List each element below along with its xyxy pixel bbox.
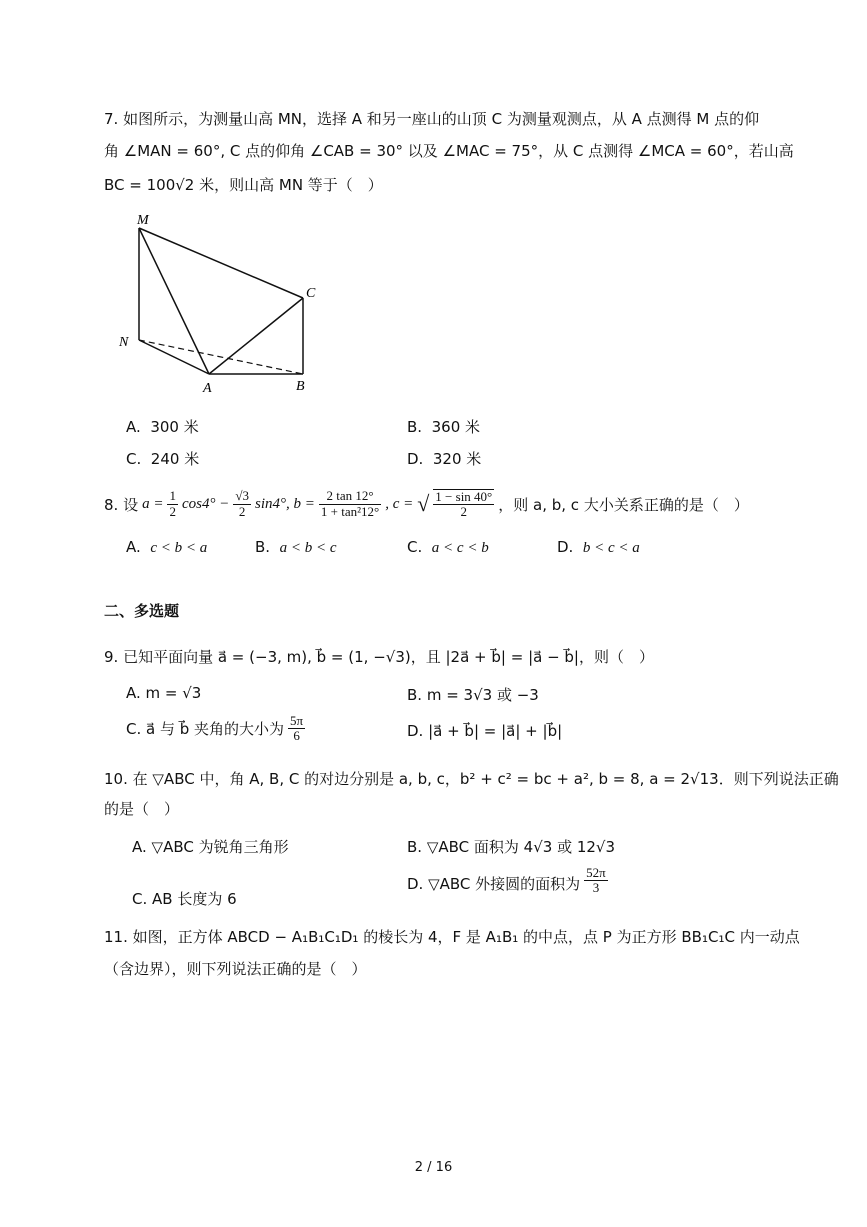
q10-option-a[interactable]: A. ▽ABC 为锐角三角形	[132, 838, 289, 856]
q9-option-a[interactable]: A. m = √3	[126, 684, 202, 702]
q7-option-a[interactable]: A. 300 米	[126, 418, 199, 436]
q7-stem-line1: 7. 如图所示，为测量山高 MN，选择 A 和另一座山的山顶 C 为测量观测点，从 A 点测得 M 点的仰	[104, 110, 760, 128]
q9-option-d[interactable]: D. |a⃗ + b⃗| = |a⃗| + |b⃗|	[407, 722, 563, 740]
q8-option-c[interactable]: C. a < c < b	[407, 538, 489, 556]
q8-option-a[interactable]: A. c < b < a	[126, 538, 208, 556]
label-A: A	[203, 381, 212, 396]
q10-stem-line2: 的是（ ）	[104, 800, 180, 818]
q7-stem-line3: BC = 100√2 米，则山高 MN 等于（ ）	[104, 176, 383, 194]
q8-option-d[interactable]: D. b < c < a	[557, 538, 640, 556]
q10-option-b[interactable]: B. ▽ABC 面积为 4√3 或 12√3	[407, 838, 616, 856]
q11-stem-line1: 11. 如图，正方体 ABCD − A₁B₁C₁D₁ 的棱长为 4，F 是 A₁B₁ 的中点，点 P 为正方形 BB₁C₁C 内一动点	[104, 928, 800, 946]
q10-stem-line1: 10. 在 ▽ABC 中，角 A, B, C 的对边分别是 a, b, c，b² + c² = bc + a², b = 8, a = 2√13．则下列说法正确	[104, 770, 839, 788]
label-B: B	[296, 379, 305, 394]
label-M: M	[137, 213, 149, 228]
q7-option-b[interactable]: B. 360 米	[407, 418, 481, 436]
page-number: 2 / 16	[414, 1160, 453, 1175]
label-C: C	[306, 286, 316, 301]
q8-stem: 8. 设 a = $\frac{1}{2}$ cos4° − $\frac{√3}{2}$ sin4°, b = $\frac{2 \tan 12^\circ}{\text{1 + tan²12°}}$ , c = √ $\frac{1 - \sin 40^\circ}{2}$ ，则 a, b, c 大小关系正确的是（ ）	[104, 488, 749, 519]
q9-option-c[interactable]: C. a⃗ 与 b⃗ 夹角的大小为 $\frac{5\pi}{6}$	[126, 713, 304, 744]
section-heading-multiple-choice: 二、多选题	[104, 602, 180, 620]
q8-option-b[interactable]: B. a < b < c	[255, 538, 337, 556]
q7-option-d[interactable]: D. 320 米	[407, 450, 482, 468]
q7-geometry-diagram	[115, 208, 335, 398]
q10-option-d[interactable]: D. ▽ABC 外接圆的面积为 $\frac{52\pi}{3}$	[407, 865, 606, 896]
q10-option-c[interactable]: C. AB 长度为 6	[132, 890, 237, 908]
q9-stem: 9. 已知平面向量 a⃗ = (−3, m), b⃗ = (1, −√3)，且 |2a⃗ + b⃗| = |a⃗ − b⃗|，则（ ）	[104, 648, 654, 666]
label-N: N	[119, 335, 129, 350]
sqrt-icon: √	[417, 491, 430, 516]
q7-stem-line2: 角 ∠MAN = 60°, C 点的仰角 ∠CAB = 30° 以及 ∠MAC = 75°，从 C 点测得 ∠MCA = 60°，若山高	[104, 142, 794, 160]
q9-option-b[interactable]: B. m = 3√3 或 −3	[407, 686, 539, 704]
q11-stem-line2: （含边界），则下列说法正确的是（ ）	[104, 960, 367, 978]
q7-option-c[interactable]: C. 240 米	[126, 450, 200, 468]
